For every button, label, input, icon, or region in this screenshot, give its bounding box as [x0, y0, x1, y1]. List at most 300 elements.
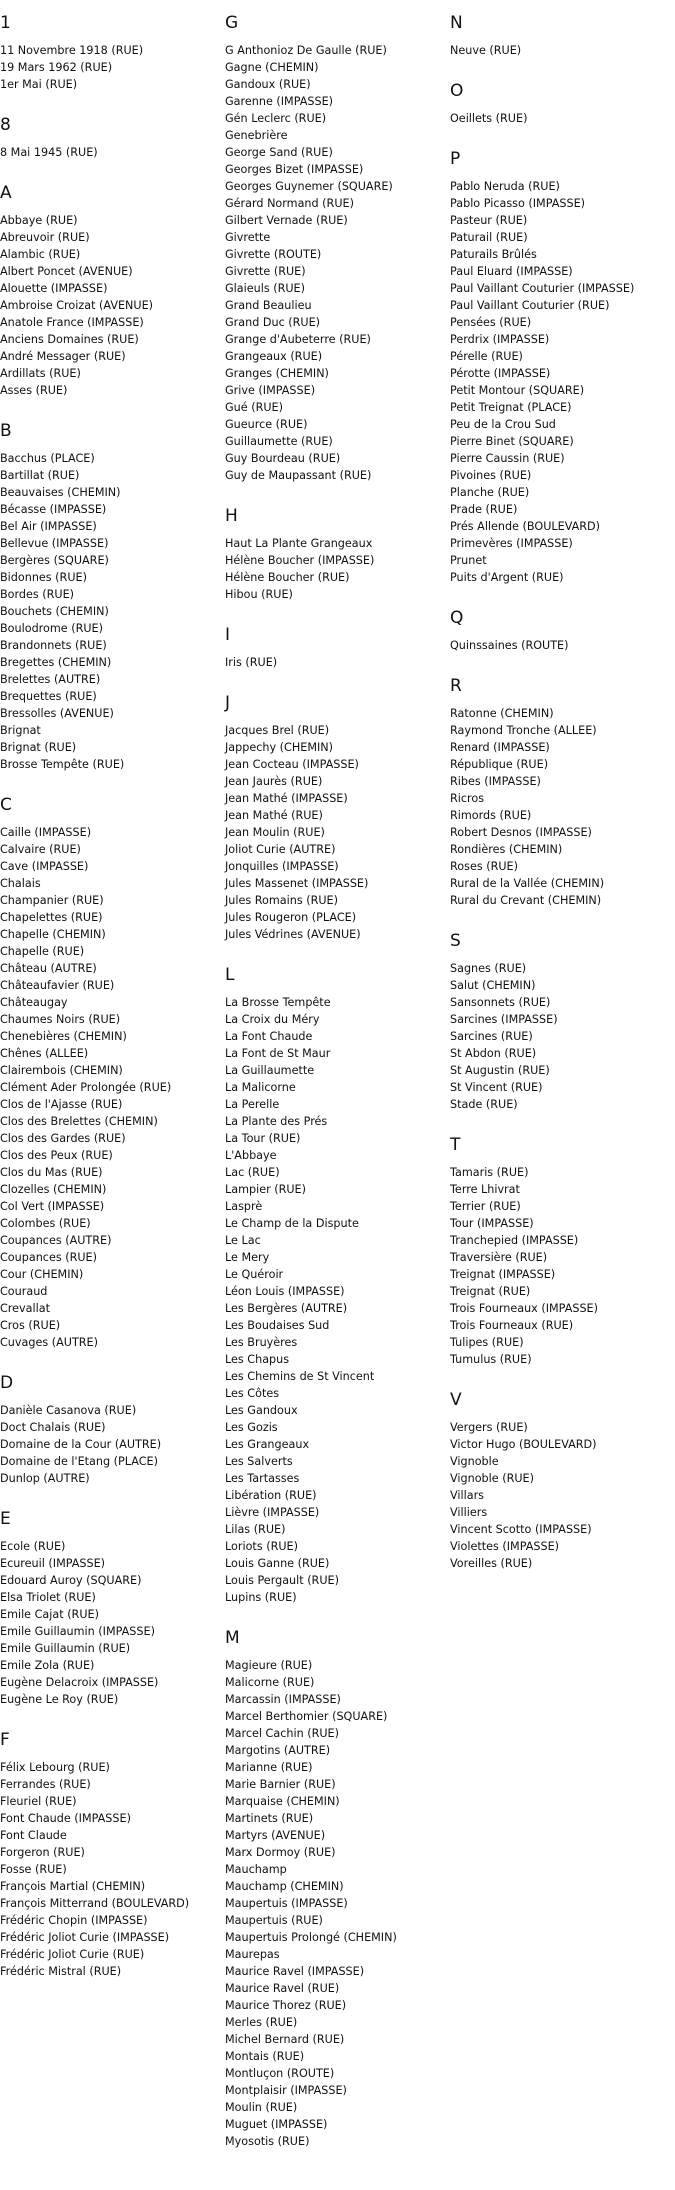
street-name: Les Tartasses — [225, 1472, 300, 1485]
street-index-column-1 — [0, 12, 220, 2001]
street-name: Gué (RUE) — [225, 401, 283, 414]
street-list — [450, 1164, 670, 1368]
letter-section — [0, 12, 220, 93]
letter-heading: Q — [450, 608, 464, 628]
street-name: Clément Ader Prolongée (RUE) — [0, 1081, 172, 1094]
street-name: Prés Allende (BOULEVARD) — [450, 520, 601, 533]
street-name: Grange d'Aubeterre (RUE) — [225, 333, 371, 346]
street-name: Jules Massenet (IMPASSE) — [225, 877, 369, 890]
street-name: Elsa Triolet (RUE) — [0, 1591, 96, 1604]
letter-section — [225, 12, 445, 484]
street-name: Marcel Cachin (RUE) — [225, 1727, 339, 1740]
street-index-column-2 — [225, 12, 445, 2171]
street-list — [0, 450, 220, 773]
street-name: Chênes (ALLEE) — [0, 1047, 89, 1060]
street-name: Malicorne (RUE) — [225, 1676, 315, 1689]
letter-heading: P — [450, 149, 461, 169]
street-name: Clos des Peux (RUE) — [0, 1149, 113, 1162]
street-name: André Messager (RUE) — [0, 350, 126, 363]
street-name: La Perelle — [225, 1098, 280, 1111]
street-name: Myosotis (RUE) — [225, 2135, 310, 2148]
street-name: Frédéric Chopin (IMPASSE) — [0, 1914, 148, 1927]
street-name: Margotins (AUTRE) — [225, 1744, 331, 1757]
street-name: Bartillat (RUE) — [0, 469, 80, 482]
street-name: Sansonnets (RUE) — [450, 996, 551, 1009]
street-name: St Vincent (RUE) — [450, 1081, 543, 1094]
street-name: Hélène Boucher (RUE) — [225, 571, 350, 584]
street-name: Mauchamp (CHEMIN) — [225, 1880, 344, 1893]
street-name: Bordes (RUE) — [0, 588, 75, 601]
street-name: Le Champ de la Dispute — [225, 1217, 359, 1230]
street-name: Quinssaines (ROUTE) — [450, 639, 569, 652]
street-list — [225, 42, 445, 484]
street-name: Gérard Normand (RUE) — [225, 197, 354, 210]
street-name: Anatole France (IMPASSE) — [0, 316, 144, 329]
street-name: Maurice Ravel (IMPASSE) — [225, 1965, 365, 1978]
street-name: Michel Bernard (RUE) — [225, 2033, 345, 2046]
street-name: Jean Mathé (RUE) — [225, 809, 323, 822]
street-name: Dunlop (AUTRE) — [0, 1472, 90, 1485]
street-name: Traversière (RUE) — [450, 1251, 548, 1264]
street-name: Chapelle (CHEMIN) — [0, 928, 106, 941]
letter-heading: J — [225, 693, 231, 713]
street-name: Treignat (IMPASSE) — [450, 1268, 556, 1281]
street-name: Champanier (RUE) — [0, 894, 104, 907]
street-name: Georges Bizet (IMPASSE) — [225, 163, 364, 176]
street-name: Cuvages (AUTRE) — [0, 1336, 98, 1349]
street-name: La Guillaumette — [225, 1064, 315, 1077]
street-name: Renard (IMPASSE) — [450, 741, 550, 754]
street-name: Petit Montour (SQUARE) — [450, 384, 585, 397]
letter-section — [225, 692, 445, 943]
street-name: Gilbert Vernade (RUE) — [225, 214, 348, 227]
street-name: La Plante des Prés — [225, 1115, 328, 1128]
street-name: Guillaumette (RUE) — [225, 435, 333, 448]
street-name: Perdrix (IMPASSE) — [450, 333, 550, 346]
street-name: Les Bergères (AUTRE) — [225, 1302, 348, 1315]
street-name: Ratonne (CHEMIN) — [450, 707, 554, 720]
street-name: Muguet (IMPASSE) — [225, 2118, 328, 2131]
letter-section — [225, 624, 445, 671]
street-name: Haut La Plante Grangeaux — [225, 537, 373, 550]
street-name: Grand Beaulieu — [225, 299, 312, 312]
street-name: Pierre Caussin (RUE) — [450, 452, 565, 465]
street-list — [450, 705, 670, 909]
street-name: Pivoines (RUE) — [450, 469, 532, 482]
street-list — [450, 42, 670, 59]
street-name: Frédéric Joliot Curie (RUE) — [0, 1948, 145, 1961]
letter-heading: 1 — [0, 13, 11, 33]
street-name: Jean Cocteau (IMPASSE) — [225, 758, 359, 771]
street-name: Les Boudaises Sud — [225, 1319, 330, 1332]
street-name: Grive (IMPASSE) — [225, 384, 316, 397]
street-name: Edouard Auroy (SQUARE) — [0, 1574, 142, 1587]
street-name: Pablo Neruda (RUE) — [450, 180, 560, 193]
street-list — [450, 960, 670, 1113]
street-name: Les Côtes — [225, 1387, 280, 1400]
street-list — [0, 1402, 220, 1487]
street-name: Glaieuls (RUE) — [225, 282, 305, 295]
street-name: Lièvre (IMPASSE) — [225, 1506, 320, 1519]
street-name: Prade (RUE) — [450, 503, 518, 516]
letter-heading: T — [450, 1135, 461, 1155]
street-name: Le Lac — [225, 1234, 261, 1247]
letter-heading: V — [450, 1390, 462, 1410]
street-list — [0, 144, 220, 161]
street-name: Crevallat — [0, 1302, 50, 1315]
street-name: Paturails Brûlés — [450, 248, 537, 261]
street-name: Les Gozis — [225, 1421, 278, 1434]
street-name: Guy Bourdeau (RUE) — [225, 452, 341, 465]
street-name: Paul Eluard (IMPASSE) — [450, 265, 573, 278]
street-name: Chenebières (CHEMIN) — [0, 1030, 127, 1043]
street-name: Cour (CHEMIN) — [0, 1268, 84, 1281]
letter-heading: M — [225, 1628, 240, 1648]
street-name: Couraud — [0, 1285, 48, 1298]
street-name: Lac (RUE) — [225, 1166, 280, 1179]
street-name: Loriots (RUE) — [225, 1540, 298, 1553]
street-name: Albert Poncet (AVENUE) — [0, 265, 133, 278]
letter-heading: N — [450, 13, 463, 33]
street-name: Vincent Scotto (IMPASSE) — [450, 1523, 592, 1536]
street-name: Les Chapus — [225, 1353, 290, 1366]
letter-section — [225, 505, 445, 603]
street-name: Boulodrome (RUE) — [0, 622, 103, 635]
letter-heading: S — [450, 931, 461, 951]
street-name: Maupertuis (RUE) — [225, 1914, 323, 1927]
street-name: Rural de la Vallée (CHEMIN) — [450, 877, 605, 890]
street-name: Givrette (RUE) — [225, 265, 306, 278]
street-name: Grangeaux (RUE) — [225, 350, 323, 363]
street-name: Sagnes (RUE) — [450, 962, 527, 975]
street-name: Domaine de la Cour (AUTRE) — [0, 1438, 162, 1451]
street-name: Doct Chalais (RUE) — [0, 1421, 106, 1434]
street-name: Trois Fourneaux (RUE) — [450, 1319, 574, 1332]
street-name: Gueurce (RUE) — [225, 418, 308, 431]
street-name: Tulipes (RUE) — [450, 1336, 524, 1349]
street-name: Bouchets (CHEMIN) — [0, 605, 109, 618]
street-name: François Mitterrand (BOULEVARD) — [0, 1897, 190, 1910]
street-name: Martyrs (AVENUE) — [225, 1829, 326, 1842]
street-name: Sarcines (IMPASSE) — [450, 1013, 558, 1026]
street-name: Bel Air (IMPASSE) — [0, 520, 97, 533]
street-name: Asses (RUE) — [0, 384, 68, 397]
street-name: Marquaise (CHEMIN) — [225, 1795, 340, 1808]
street-name: Neuve (RUE) — [450, 44, 522, 57]
street-name: Clozelles (CHEMIN) — [0, 1183, 107, 1196]
street-name: Mauchamp — [225, 1863, 287, 1876]
street-name: Victor Hugo (BOULEVARD) — [450, 1438, 597, 1451]
street-name: La Font Chaude — [225, 1030, 313, 1043]
street-name: Châteaufavier (RUE) — [0, 979, 115, 992]
street-name: Georges Guynemer (SQUARE) — [225, 180, 393, 193]
street-name: L'Abbaye — [225, 1149, 277, 1162]
street-name: Jonquilles (IMPASSE) — [225, 860, 339, 873]
letter-heading: A — [0, 183, 12, 203]
street-list — [225, 535, 445, 603]
street-name: Alambic (RUE) — [0, 248, 81, 261]
street-name: Calvaire (RUE) — [0, 843, 81, 856]
letter-heading: F — [0, 1730, 10, 1750]
street-name: Roses (RUE) — [450, 860, 518, 873]
street-name: Chapelettes (RUE) — [0, 911, 103, 924]
street-name: 11 Novembre 1918 (RUE) — [0, 44, 144, 57]
street-name: Iris (RUE) — [225, 656, 278, 669]
letter-section — [0, 114, 220, 161]
street-name: Brosse Tempête (RUE) — [0, 758, 125, 771]
street-name: St Abdon (RUE) — [450, 1047, 537, 1060]
street-name: Voreilles (RUE) — [450, 1557, 533, 1570]
street-name: Lupins (RUE) — [225, 1591, 297, 1604]
letter-section — [450, 675, 670, 909]
street-name: Ferrandes (RUE) — [0, 1778, 91, 1791]
letter-heading: O — [450, 81, 464, 101]
street-name: Fosse (RUE) — [0, 1863, 67, 1876]
letter-heading: H — [225, 506, 238, 526]
street-name: Danièle Casanova (RUE) — [0, 1404, 137, 1417]
street-name: Pérelle (RUE) — [450, 350, 523, 363]
street-name: Eugène Le Roy (RUE) — [0, 1693, 119, 1706]
street-name: Jean Moulin (RUE) — [225, 826, 325, 839]
street-name: G Anthonioz De Gaulle (RUE) — [225, 44, 387, 57]
street-name: Brequettes (RUE) — [0, 690, 97, 703]
street-name: 1er Mai (RUE) — [0, 78, 78, 91]
letter-section — [450, 12, 670, 59]
street-name: Coupances (RUE) — [0, 1251, 97, 1264]
street-name: Léon Louis (IMPASSE) — [225, 1285, 345, 1298]
street-name: Caille (IMPASSE) — [0, 826, 92, 839]
street-name: Robert Desnos (IMPASSE) — [450, 826, 592, 839]
street-name: Clos du Mas (RUE) — [0, 1166, 103, 1179]
street-name: Jules Védrines (AVENUE) — [225, 928, 361, 941]
street-name: Les Salverts — [225, 1455, 293, 1468]
street-name: Les Gandoux — [225, 1404, 298, 1417]
street-name: François Martial (CHEMIN) — [0, 1880, 146, 1893]
letter-heading: C — [0, 795, 12, 815]
street-name: Le Quéroir — [225, 1268, 284, 1281]
street-name: La Brosse Tempête — [225, 996, 331, 1009]
street-name: Bregettes (CHEMIN) — [0, 656, 112, 669]
street-name: Chapelle (RUE) — [0, 945, 85, 958]
street-name: Lilas (RUE) — [225, 1523, 286, 1536]
street-name: Marx Dormoy (RUE) — [225, 1846, 336, 1859]
street-name: Magieure (RUE) — [225, 1659, 313, 1672]
letter-heading: R — [450, 676, 462, 696]
street-name: Vignoble (RUE) — [450, 1472, 534, 1485]
letter-heading: D — [0, 1373, 14, 1393]
street-name: Domaine de l'Etang (PLACE) — [0, 1455, 158, 1468]
street-name: Tour (IMPASSE) — [450, 1217, 534, 1230]
street-name: Marcassin (IMPASSE) — [225, 1693, 341, 1706]
street-name: Abbaye (RUE) — [0, 214, 78, 227]
street-name: Givrette — [225, 231, 271, 244]
street-name: Salut (CHEMIN) — [450, 979, 536, 992]
street-name: Rural du Crevant (CHEMIN) — [450, 894, 602, 907]
street-name: Louis Ganne (RUE) — [225, 1557, 330, 1570]
street-name: Genebrière — [225, 129, 288, 142]
street-name: Lasprè — [225, 1200, 263, 1213]
street-name: La Tour (RUE) — [225, 1132, 301, 1145]
street-name: Grand Duc (RUE) — [225, 316, 321, 329]
street-name: Paul Vaillant Couturier (RUE) — [450, 299, 610, 312]
street-name: Hélène Boucher (IMPASSE) — [225, 554, 375, 567]
street-name: Merles (RUE) — [225, 2016, 298, 2029]
street-name: République (RUE) — [450, 758, 549, 771]
street-name: Moulin (RUE) — [225, 2101, 298, 2114]
street-list — [0, 1759, 220, 1980]
street-name: Vergers (RUE) — [450, 1421, 528, 1434]
street-list — [225, 994, 445, 1606]
letter-heading: E — [0, 1509, 11, 1529]
street-name: Forgeron (RUE) — [0, 1846, 85, 1859]
street-name: Gén Leclerc (RUE) — [225, 112, 327, 125]
street-name: Granges (CHEMIN) — [225, 367, 329, 380]
letter-heading: G — [225, 13, 239, 33]
street-name: Alouette (IMPASSE) — [0, 282, 108, 295]
street-name: Eugène Delacroix (IMPASSE) — [0, 1676, 159, 1689]
street-name: Villiers — [450, 1506, 488, 1519]
street-name: Jappechy (CHEMIN) — [225, 741, 334, 754]
street-name: Peu de la Crou Sud — [450, 418, 556, 431]
street-list — [450, 110, 670, 127]
street-name: Emile Guillaumin (IMPASSE) — [0, 1625, 155, 1638]
street-name: Martinets (RUE) — [225, 1812, 314, 1825]
letter-section — [0, 1372, 220, 1487]
street-name: Marie Barnier (RUE) — [225, 1778, 336, 1791]
street-name: Terrier (RUE) — [450, 1200, 521, 1213]
street-name: Emile Cajat (RUE) — [0, 1608, 99, 1621]
letter-section — [450, 80, 670, 127]
street-name: Sarcines (RUE) — [450, 1030, 533, 1043]
street-name: La Malicorne — [225, 1081, 296, 1094]
street-name: Les Bruyères — [225, 1336, 298, 1349]
street-name: Villars — [450, 1489, 485, 1502]
street-name: Pensées (RUE) — [450, 316, 532, 329]
street-name: Beauvaises (CHEMIN) — [0, 486, 121, 499]
letter-section — [0, 1508, 220, 1708]
street-name: Coupances (AUTRE) — [0, 1234, 112, 1247]
street-name: Félix Lebourg (RUE) — [0, 1761, 110, 1774]
street-name: Tumulus (RUE) — [450, 1353, 532, 1366]
street-name: Tamaris (RUE) — [450, 1166, 529, 1179]
street-name: Cave (IMPASSE) — [0, 860, 89, 873]
street-name: Primevères (IMPASSE) — [450, 537, 573, 550]
street-name: Libération (RUE) — [225, 1489, 317, 1502]
street-name: Ribes (IMPASSE) — [450, 775, 541, 788]
street-name: Bressolles (AVENUE) — [0, 707, 114, 720]
street-name: Marcel Berthomier (SQUARE) — [225, 1710, 388, 1723]
street-list — [0, 1538, 220, 1708]
street-name: Maurepas — [225, 1948, 280, 1961]
street-name: Pérotte (IMPASSE) — [450, 367, 551, 380]
street-name: Garenne (IMPASSE) — [225, 95, 334, 108]
letter-section — [0, 420, 220, 773]
street-name: Marianne (RUE) — [225, 1761, 313, 1774]
street-name: Ecole (RUE) — [0, 1540, 66, 1553]
street-name: Chaumes Noirs (RUE) — [0, 1013, 121, 1026]
street-list — [0, 42, 220, 93]
street-name: Joliot Curie (AUTRE) — [225, 843, 336, 856]
street-name: Ricros — [450, 792, 485, 805]
street-name: Rimords (RUE) — [450, 809, 532, 822]
street-name: Font Claude — [0, 1829, 67, 1842]
street-name: Terre Lhivrat — [450, 1183, 520, 1196]
street-name: Ambroise Croizat (AVENUE) — [0, 299, 154, 312]
street-name: La Croix du Méry — [225, 1013, 320, 1026]
street-name: Fleuriel (RUE) — [0, 1795, 77, 1808]
street-name: 19 Mars 1962 (RUE) — [0, 61, 113, 74]
street-name: Bergères (SQUARE) — [0, 554, 109, 567]
street-name: Louis Pergault (RUE) — [225, 1574, 339, 1587]
street-name: Jules Rougeron (PLACE) — [225, 911, 357, 924]
street-name: Pierre Binet (SQUARE) — [450, 435, 574, 448]
letter-heading: 8 — [0, 115, 11, 135]
letter-section — [0, 1729, 220, 1980]
street-name: Ecureuil (IMPASSE) — [0, 1557, 106, 1570]
street-name: La Font de St Maur — [225, 1047, 331, 1060]
street-name: Gandoux (RUE) — [225, 78, 311, 91]
street-name: Maupertuis (IMPASSE) — [225, 1897, 348, 1910]
street-name: Bécasse (IMPASSE) — [0, 503, 107, 516]
street-index-column-3 — [450, 12, 670, 1593]
street-name: St Augustin (RUE) — [450, 1064, 550, 1077]
street-name: Lampier (RUE) — [225, 1183, 306, 1196]
street-name: Cros (RUE) — [0, 1319, 61, 1332]
street-name: Violettes (IMPASSE) — [450, 1540, 560, 1553]
street-name: 8 Mai 1945 (RUE) — [0, 146, 98, 159]
street-name: Puits d'Argent (RUE) — [450, 571, 564, 584]
street-name: Pablo Picasso (IMPASSE) — [450, 197, 586, 210]
letter-section — [450, 930, 670, 1113]
street-name: Le Mery — [225, 1251, 270, 1264]
street-name: Jules Romains (RUE) — [225, 894, 338, 907]
street-name: Clos des Gardes (RUE) — [0, 1132, 126, 1145]
street-list — [225, 1657, 445, 2150]
street-name: Jean Jaurès (RUE) — [225, 775, 323, 788]
street-name: Montais (RUE) — [225, 2050, 305, 2063]
street-name: Rondières (CHEMIN) — [450, 843, 563, 856]
street-name: Prunet — [450, 554, 487, 567]
letter-section — [0, 794, 220, 1351]
street-name: Bidonnes (RUE) — [0, 571, 87, 584]
street-name: Brignat (RUE) — [0, 741, 77, 754]
street-name: Montplaisir (IMPASSE) — [225, 2084, 347, 2097]
letter-section — [450, 148, 670, 586]
street-name: Frédéric Joliot Curie (IMPASSE) — [0, 1931, 170, 1944]
street-name: Paul Vaillant Couturier (IMPASSE) — [450, 282, 635, 295]
street-name: Les Chemins de St Vincent — [225, 1370, 375, 1383]
street-name: Emile Zola (RUE) — [0, 1659, 95, 1672]
street-name: Colombes (RUE) — [0, 1217, 91, 1230]
letter-section — [450, 1134, 670, 1368]
street-name: Pasteur (RUE) — [450, 214, 528, 227]
street-list — [225, 722, 445, 943]
street-list — [450, 178, 670, 586]
street-list — [450, 1419, 670, 1572]
street-name: Châteaugay — [0, 996, 68, 1009]
street-name: Bellevue (IMPASSE) — [0, 537, 109, 550]
street-name: Hibou (RUE) — [225, 588, 293, 601]
street-name: Clairembois (CHEMIN) — [0, 1064, 123, 1077]
street-name: Trois Fourneaux (IMPASSE) — [450, 1302, 598, 1315]
street-name: Les Grangeaux — [225, 1438, 310, 1451]
letter-heading: I — [225, 625, 231, 645]
street-name: Château (AUTRE) — [0, 962, 97, 975]
street-name: George Sand (RUE) — [225, 146, 333, 159]
street-name: Stade (RUE) — [450, 1098, 518, 1111]
street-name: Clos des Brelettes (CHEMIN) — [0, 1115, 158, 1128]
street-name: Brandonnets (RUE) — [0, 639, 107, 652]
